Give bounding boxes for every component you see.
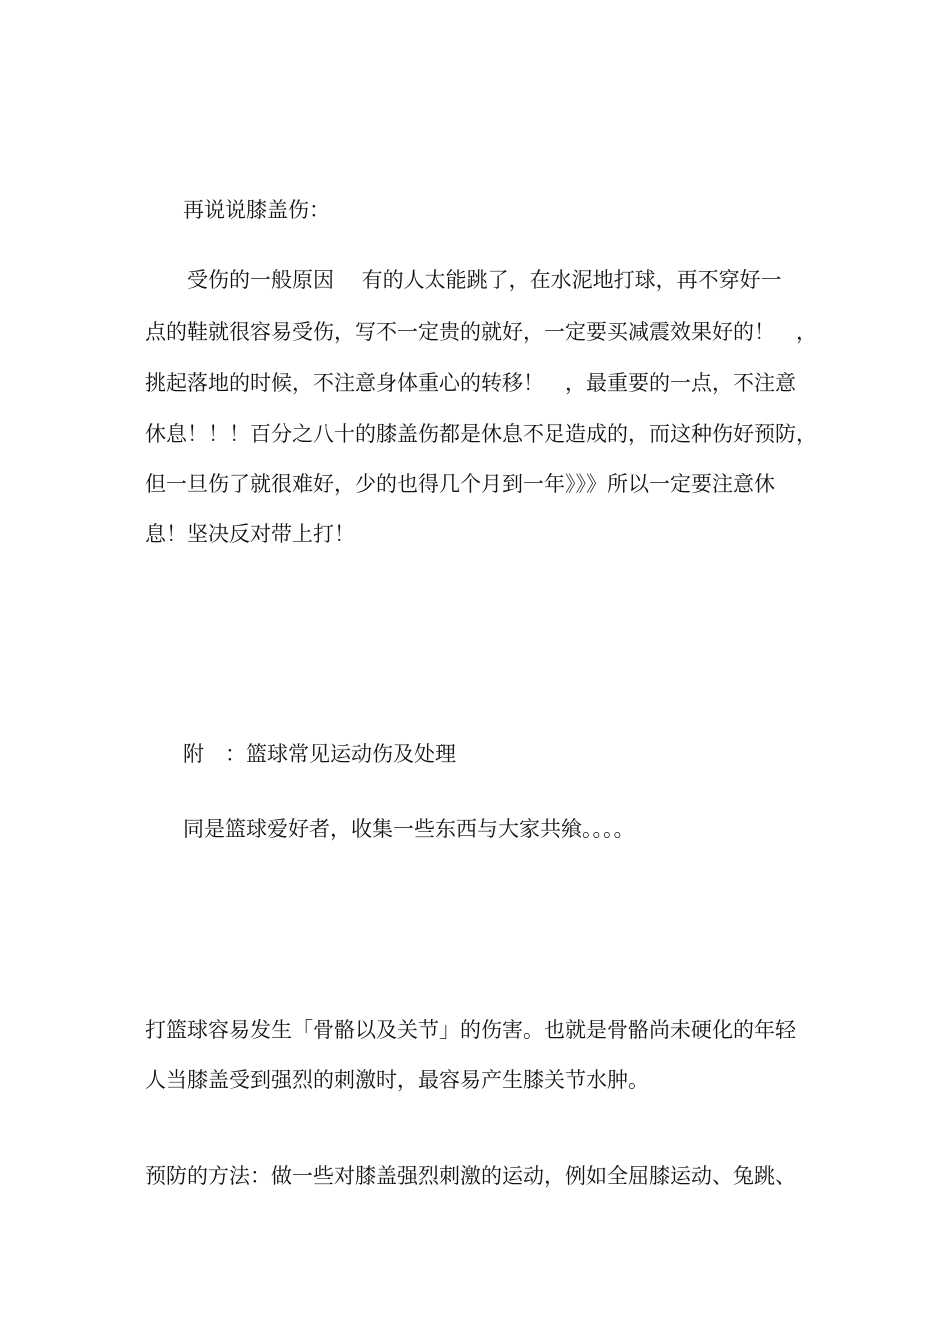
prevention-line: 预防的方法：做一些对膝盖强烈刺激的运动，例如全屈膝运动、兔跳、 [145, 1164, 796, 1188]
appendix-intro: 同是篮球爱好者，收集一些东西与大家共飨。。。。 [183, 817, 635, 841]
body-line-1: 打篮球容易发生「骨骼以及关节」的伤害。也就是骨骼尚未硬化的年轻 [145, 1018, 796, 1042]
paragraph-line-1: 受伤的一般原因 有的人太能跳了，在水泥地打球，再不穿好一 [187, 268, 782, 292]
paragraph-line-2: 点的鞋就很容易受伤，写不一定贵的就好，一定要买减震效果好的！ ， [145, 320, 817, 344]
paragraph-line-3: 挑起落地的时候，不注意身体重心的转移！ ，最重要的一点，不注意 [145, 371, 796, 395]
body-line-2: 人当膝盖受到强烈的刺激时，最容易产生膝关节水肿。 [145, 1068, 649, 1092]
paragraph-line-4: 休息！！！百分之八十的膝盖伤都是休息不足造成的，而这种伤好预防， [145, 422, 817, 446]
paragraph-line-6: 息！坚决反对带上打！ [145, 522, 355, 546]
appendix-title: 附 ：篮球常见运动伤及处理 [183, 742, 456, 766]
paragraph-line-5: 但一旦伤了就很难好，少的也得几个月到一年》》》所以一定要注意休 [145, 472, 775, 496]
section-heading-knee-injury: 再说说膝盖伤： [183, 198, 330, 222]
